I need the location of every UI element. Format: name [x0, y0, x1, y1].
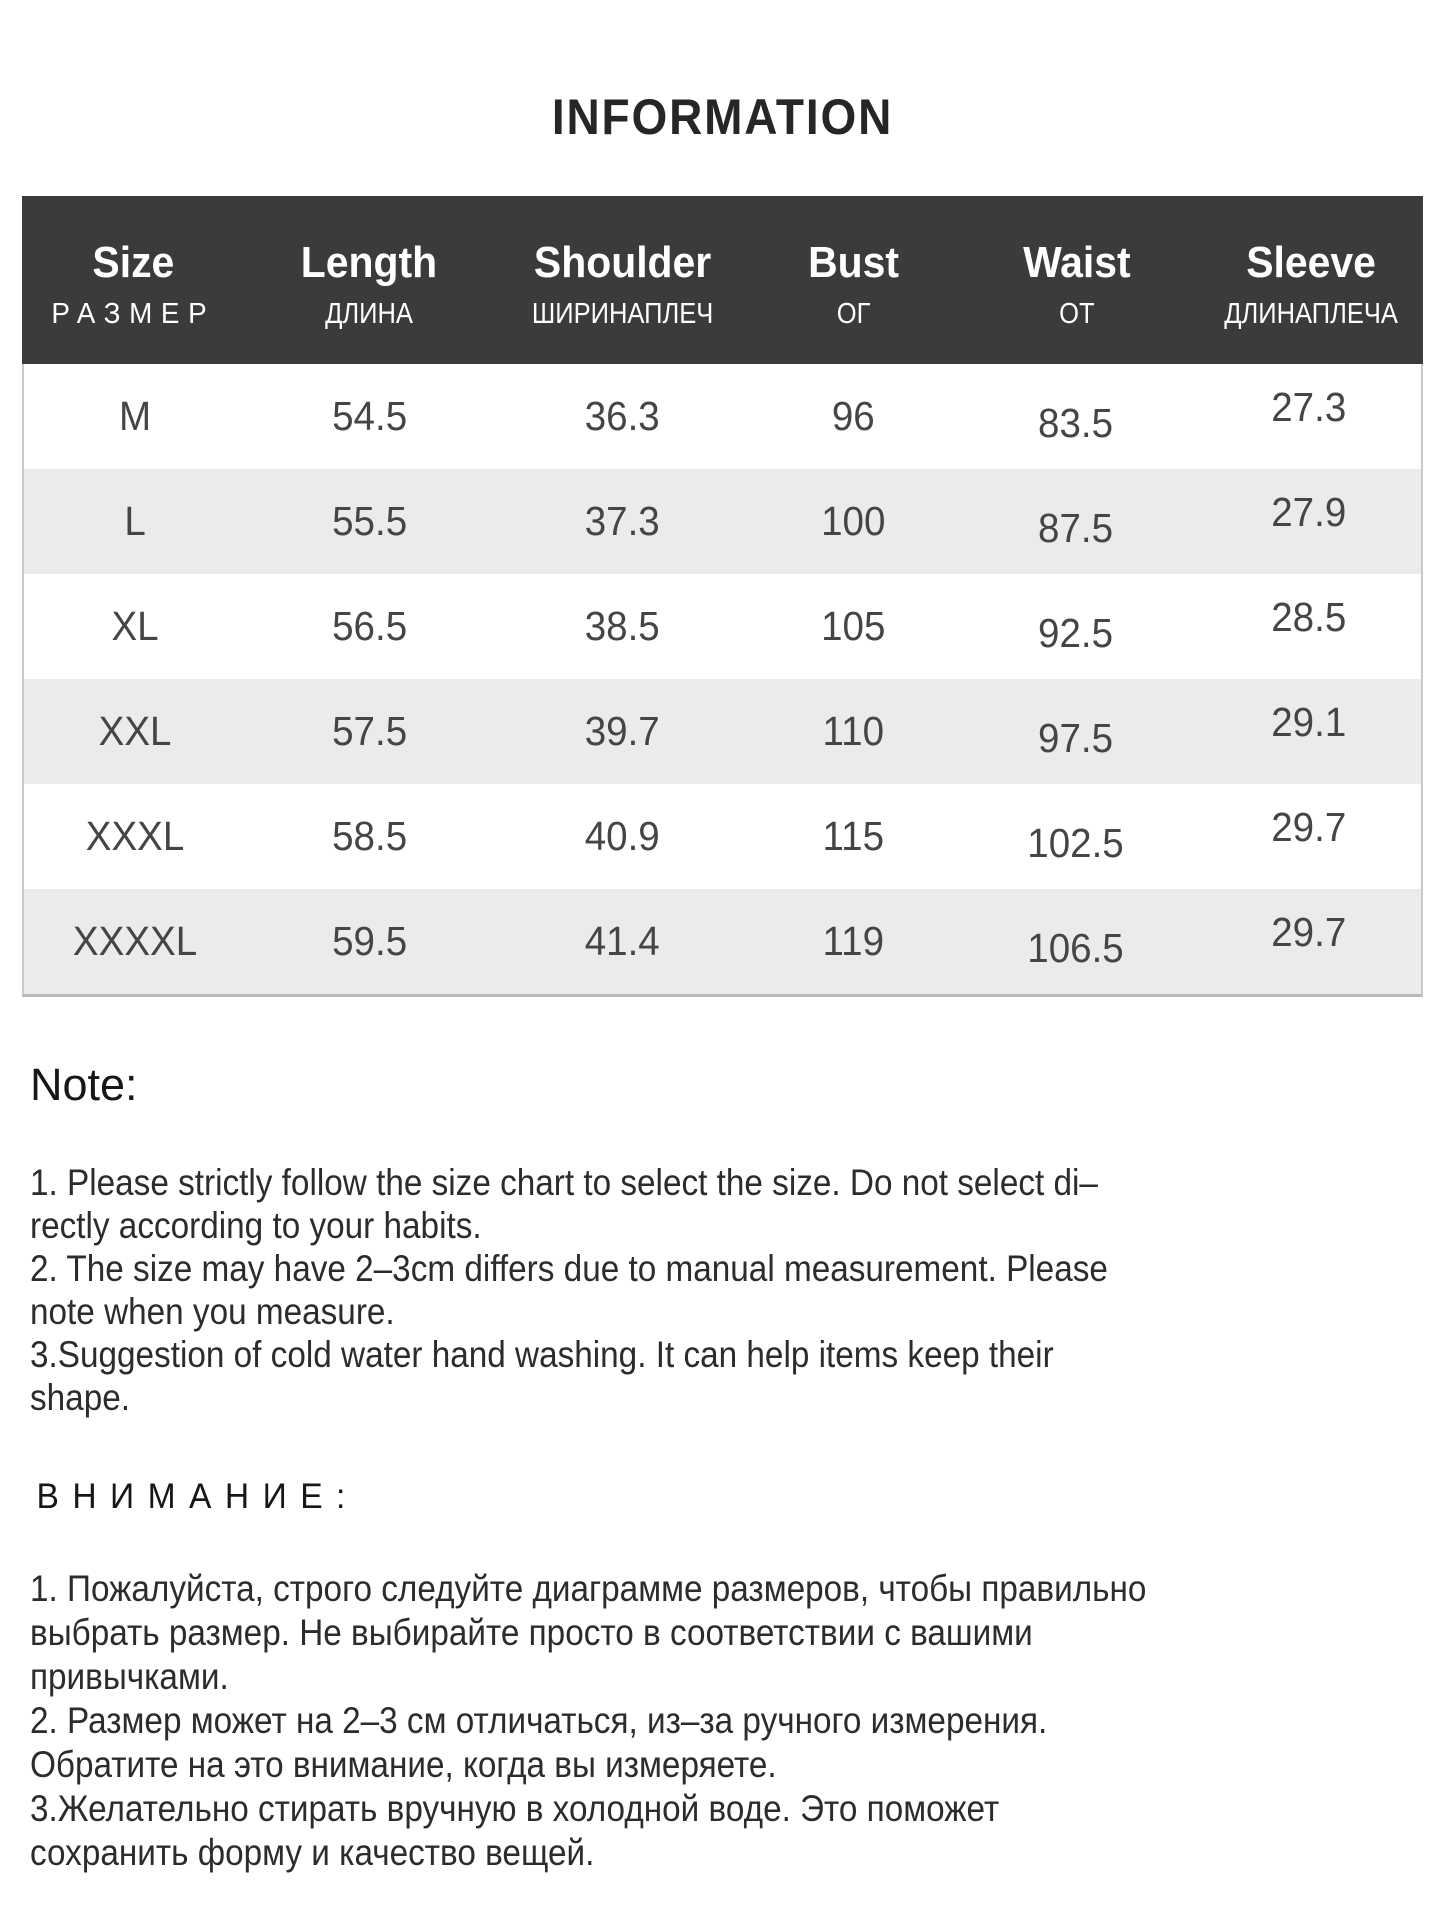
bust-value: 115 — [822, 813, 884, 859]
note-section — [0, 997, 1445, 1419]
column-subheader-waist: ОТ — [1059, 298, 1095, 330]
attention-section — [0, 1419, 1445, 1875]
waist-value: 102.5 — [1027, 820, 1125, 866]
size-value: XXXXL — [72, 918, 198, 964]
table-header-row-en — [22, 196, 1423, 288]
column-header-waist: Waist — [1023, 238, 1131, 287]
note-line: note when you measure. — [30, 1291, 395, 1332]
length-value: 54.5 — [332, 393, 408, 439]
table-row-xxxxl — [24, 889, 1421, 994]
table-header — [22, 196, 1423, 364]
length-value: 56.5 — [332, 603, 408, 649]
waist-value: 87.5 — [1038, 505, 1114, 551]
page-title: INFORMATION — [551, 89, 894, 145]
table-body — [22, 364, 1423, 997]
size-value: XL — [111, 603, 159, 649]
note-heading: Note: — [30, 1059, 138, 1110]
sleeve-value: 27.9 — [1271, 489, 1347, 535]
bust-value: 119 — [822, 918, 884, 964]
note-line: 1. Please strictly follow the size chart to select the size. Do not select di– — [30, 1162, 1098, 1203]
note-line: rectly according to your habits. — [30, 1205, 482, 1246]
attention-line: сохранить форму и качество вещей. — [30, 1832, 595, 1873]
shoulder-value: 36.3 — [585, 393, 661, 439]
size-value: XXL — [98, 708, 172, 754]
table-row-xxl — [24, 679, 1421, 784]
shoulder-value: 37.3 — [585, 498, 661, 544]
note-line: 2. The size may have 2–3cm differs due to manual measurement. Please — [30, 1248, 1108, 1289]
sleeve-value: 28.5 — [1271, 594, 1347, 640]
attention-line: 3.Желательно стирать вручную в холодной воде. Это поможет — [30, 1788, 1000, 1829]
table-row-xl — [24, 574, 1421, 679]
table-row-xxxl — [24, 784, 1421, 889]
table-row-m — [24, 364, 1421, 469]
waist-value: 106.5 — [1027, 925, 1125, 971]
table-row-l — [24, 469, 1421, 574]
sleeve-value: 29.7 — [1271, 804, 1347, 850]
column-subheader-sleeve: ДЛИНАПЛЕЧА — [1224, 298, 1398, 330]
attention-line: привычками. — [30, 1656, 229, 1697]
column-header-shoulder: Shoulder — [533, 238, 711, 287]
column-header-length: Length — [300, 238, 437, 287]
sleeve-value: 27.3 — [1271, 384, 1347, 430]
note-line: shape. — [30, 1377, 130, 1418]
length-value: 59.5 — [332, 918, 408, 964]
shoulder-value: 41.4 — [585, 918, 661, 964]
size-chart-table — [22, 196, 1423, 997]
length-value: 57.5 — [332, 708, 408, 754]
attention-line: 1. Пожалуйста, строго следуйте диаграмме размеров, чтобы правильно — [30, 1568, 1147, 1609]
column-subheader-shoulder: ШИРИНАПЛЕЧ — [531, 298, 713, 330]
waist-value: 97.5 — [1038, 715, 1114, 761]
shoulder-value: 39.7 — [585, 708, 661, 754]
shoulder-value: 40.9 — [585, 813, 661, 859]
column-header-sleeve: Sleeve — [1246, 238, 1376, 287]
sleeve-value: 29.7 — [1271, 909, 1347, 955]
column-subheader-bust: ОГ — [836, 298, 871, 330]
size-value: XXXL — [85, 813, 185, 859]
shoulder-value: 38.5 — [585, 603, 661, 649]
waist-value: 92.5 — [1038, 610, 1114, 656]
attention-text — [0, 1517, 1445, 1875]
bust-value: 100 — [820, 498, 886, 544]
size-value: L — [124, 498, 146, 544]
bust-value: 105 — [820, 603, 886, 649]
column-header-bust: Bust — [807, 238, 899, 287]
length-value: 58.5 — [332, 813, 408, 859]
note-line: 3.Suggestion of cold water hand washing. It can help items keep their — [30, 1334, 1054, 1375]
column-header-size: Size — [92, 238, 175, 287]
attention-line: 2. Размер может на 2–3 см отличаться, из–за ручного измерения. — [30, 1700, 1048, 1741]
note-text — [0, 1111, 1445, 1419]
length-value: 55.5 — [332, 498, 408, 544]
attention-line: Обратите на это внимание, когда вы измеряете. — [30, 1744, 777, 1785]
waist-value: 83.5 — [1038, 400, 1114, 446]
sleeve-value: 29.1 — [1271, 699, 1347, 745]
table-header-row-ru — [22, 288, 1423, 364]
attention-line: выбрать размер. Не выбирайте просто в соответствии с вашими — [30, 1612, 1033, 1653]
size-value: M — [118, 393, 152, 439]
bust-value: 96 — [831, 393, 875, 439]
column-subheader-size: РАЗМЕР — [51, 298, 216, 330]
attention-heading: ВНИМАНИЕ: — [36, 1477, 359, 1516]
bust-value: 110 — [822, 708, 884, 754]
column-subheader-length: ДЛИНА — [324, 298, 413, 330]
